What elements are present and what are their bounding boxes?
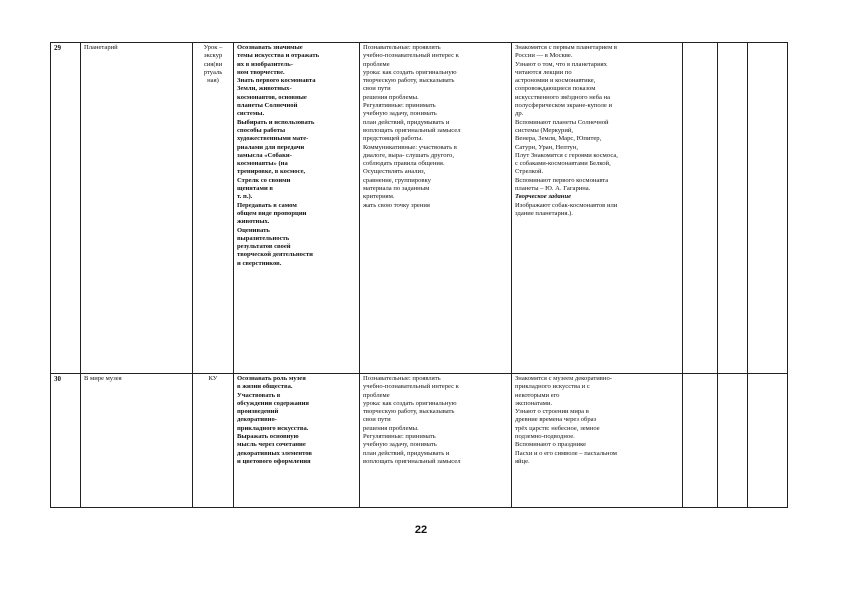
text-line: учебно-познавательный интерес к (363, 52, 459, 60)
text-line: обсуждении содержания (237, 399, 309, 407)
text-line: учебную задачу, понимать (363, 110, 437, 118)
text-line: Плут Знакомятся с героями космоса, (515, 151, 618, 159)
lesson-uud (360, 43, 512, 374)
text-line: и сверстников. (237, 259, 282, 267)
empty-cell (718, 43, 748, 374)
text-line: трёх царств: небесное, земное (515, 424, 600, 432)
text-line: искусственного звёздного неба на (515, 93, 611, 101)
text-line: результатов своей (237, 243, 291, 251)
text-line: тренировке, в космосе, (237, 168, 306, 176)
text-line: произведений (237, 408, 279, 416)
text-line: ном творчестве. (237, 68, 285, 76)
text-line: выразительность (237, 234, 290, 242)
text-line: ная) (207, 77, 219, 85)
text-line: темы искусства и отражать (237, 52, 320, 60)
text-line: свои пути (363, 416, 391, 424)
empty-cell (718, 374, 748, 508)
text-line: урока: как создать оригинальную (363, 68, 457, 76)
text-line: творческой деятельности (237, 251, 313, 259)
text-line: Знакомятся с музеем декоративно- (515, 375, 612, 382)
empty-cell (683, 43, 718, 374)
text-line: здание планетария.). (515, 209, 573, 217)
text-line: диалоге, выра- слушать другого, (363, 151, 454, 159)
text-line: экскур (203, 52, 223, 60)
text-line: полусферическом экране-куполе и (515, 102, 612, 110)
text-line: Вспоминают о празднике (515, 441, 587, 449)
text-line: Изображают собак-космонавтов или (515, 201, 618, 209)
text-line: творческую работу, высказывать (363, 408, 455, 416)
text-line: Земли, животных- (237, 85, 292, 93)
text-line: воплощать оригинальный замысел (363, 457, 461, 465)
lesson-number: 30 (51, 374, 81, 508)
text-line: мысль через сочетание (237, 441, 306, 449)
lesson-activities (512, 43, 683, 374)
text-line: общем виде пропорции (237, 209, 307, 217)
text-line: Стрелк со своими (237, 176, 291, 184)
text-line: критериям. (363, 193, 395, 201)
text-line: способы работы (237, 126, 286, 134)
text-line: животных. (237, 218, 270, 226)
text-line: учебно-познавательный интерес к (363, 383, 459, 391)
text-line: Знать первого космонавта (237, 77, 316, 85)
table-row (51, 374, 788, 508)
text-line: свои пути (363, 85, 391, 93)
lesson-topic: В мире музея (81, 374, 193, 508)
text-line: художественными мате- (237, 135, 309, 143)
text-line: Коммуникативные: участвовать в (363, 143, 457, 151)
lesson-type (193, 374, 234, 508)
text-line: Участвовать в (237, 391, 281, 399)
text-line: сопровождающиеся показом (515, 85, 596, 93)
text-line: др. (515, 110, 524, 118)
text-line: соблюдать правила общения. (363, 160, 445, 168)
text-line: их в изобразитель- (237, 60, 293, 68)
text-line: системы (Меркурий, (515, 126, 574, 134)
text-line: Регулятивные: принимать (363, 433, 436, 441)
text-line: проблеме (363, 391, 390, 399)
text-line: Урок – (203, 44, 223, 51)
text-line: ртуаль (203, 68, 223, 76)
text-line: и цветового оформления (237, 457, 311, 465)
text-line: материала по заданным (363, 185, 430, 193)
text-line: декоративно- (237, 416, 277, 424)
text-line: проблеме (363, 60, 390, 68)
text-line: предстоящей работы. (363, 135, 423, 143)
text-line: Вспоминают первого космонавта (515, 176, 609, 184)
text-line: решения проблемы. (363, 424, 419, 432)
page-number: 22 (414, 524, 428, 536)
text-line: щенятами в (237, 185, 273, 193)
empty-cell (748, 43, 788, 374)
lesson-number: 29 (51, 43, 81, 374)
text-line: прикладного искусства и с (515, 383, 590, 391)
lesson-topic: Планетарий (81, 43, 193, 374)
lesson-tasks (234, 43, 360, 374)
text-line: жать свою точку зрения (363, 201, 430, 209)
text-line: Выбирать и использовать (237, 118, 315, 126)
text-line: Узнают о строении мира в (515, 408, 589, 416)
text-line: Регулятивные: принимать (363, 102, 436, 110)
text-line: прикладного искусства. (237, 424, 309, 432)
text-line: замысла «Собаки- (237, 151, 292, 159)
text-line: сия(ви (203, 60, 223, 68)
text-line: Осознавать значимые (237, 44, 303, 51)
text-line: древние времена через образ (515, 416, 597, 424)
text-line: Венера, Земля, Марс, Юпитер, (515, 135, 602, 143)
text-line: Передавать в самом (237, 201, 297, 209)
text-line: план действий, придумывать и (363, 449, 450, 457)
text-line: сравнение, группировку (363, 176, 431, 184)
empty-cell (683, 374, 718, 508)
text-line: Осуществлять анализ, (363, 168, 426, 176)
text-line: с собаками-космонавтами Белкой, (515, 160, 611, 168)
text-line: Осознавать роль музея (237, 375, 306, 382)
text-line: Стрелкой. (515, 168, 544, 176)
text-line: подземно-подводное. (515, 433, 575, 441)
text-line: астрономии и космонавтике, (515, 77, 596, 85)
text-line: Вспоминают планеты Солнечной (515, 118, 609, 126)
text-line: яйце. (515, 457, 530, 465)
text-line: космонавтов, основные (237, 93, 307, 101)
text-line: урока: как создать оригинальную (363, 399, 457, 407)
text-line: риалами для передачи (237, 143, 305, 151)
text-line: воплощать оригинальный замысел (363, 126, 461, 134)
text-line: Творческое задание (515, 193, 572, 201)
text-line: планеты – Ю. А. Гагарина. (515, 185, 591, 193)
text-line: Сатурн, Уран, Нептун, (515, 143, 578, 151)
text-line: учебную задачу, понимать (363, 441, 437, 449)
text-line: экспонатами. (515, 399, 553, 407)
text-line: системы. (237, 110, 265, 118)
text-line: планеты Солнечной (237, 102, 298, 110)
text-line: план действий, придумывать и (363, 118, 450, 126)
text-line: космонавты» (на (237, 160, 288, 168)
lesson-plan-table (50, 42, 788, 508)
table-row (51, 43, 788, 374)
empty-cell (748, 374, 788, 508)
text-line: Узнают о том, что в планетариях (515, 60, 607, 68)
lesson-tasks (234, 374, 360, 508)
text-line: т. п.). (237, 193, 253, 201)
text-line: решения проблемы. (363, 93, 419, 101)
text-line: в жизни общества. (237, 383, 293, 391)
text-line: творческую работу, высказывать (363, 77, 455, 85)
text-line: некоторыми его (515, 391, 560, 399)
text-line: Оценивать (237, 226, 270, 234)
text-line: КУ (208, 375, 218, 382)
text-line: России — в Москве. (515, 52, 573, 60)
lesson-uud (360, 374, 512, 508)
text-line: Пасхи и о его символе – пасхальном (515, 449, 617, 457)
text-line: Познавательные: проявлять (363, 44, 441, 51)
text-line: Знакомятся с первым планетарием в (515, 44, 618, 51)
text-line: Познавательные: проявлять (363, 375, 441, 382)
lesson-activities (512, 374, 683, 508)
text-line: читаются лекции по (515, 68, 572, 76)
text-line: декоративных элементов (237, 449, 312, 457)
lesson-type (193, 43, 234, 374)
text-line: Выражать основную (237, 433, 299, 441)
